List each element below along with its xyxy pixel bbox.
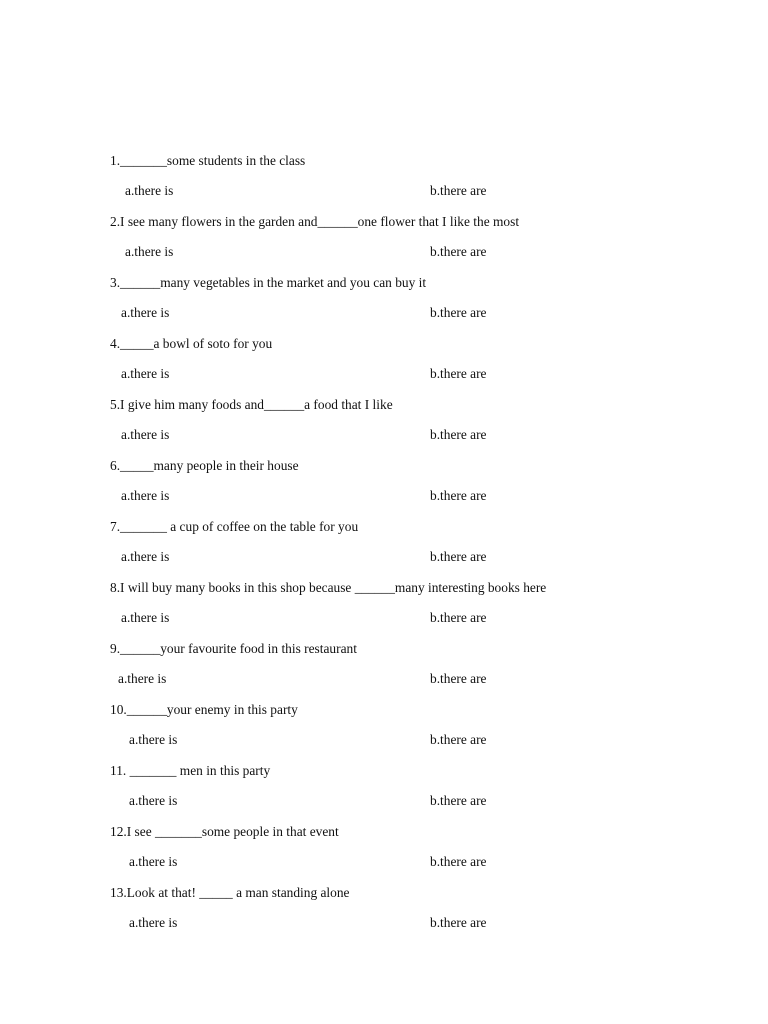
question-6-option-b: b.there are — [430, 488, 487, 503]
question-7-option-b: b.there are — [430, 549, 487, 564]
question-13-text: 13.Look at that! _____ a man standing alone — [110, 885, 350, 900]
question-1-option-b: b.there are — [430, 183, 487, 198]
question-13-option-a: a.there is — [129, 915, 178, 930]
question-9-option-b: b.there are — [430, 671, 487, 686]
question-10-option-a: a.there is — [129, 732, 178, 747]
question-12-option-b: b.there are — [430, 854, 487, 869]
question-5-text: 5.I give him many foods and______a food that I like — [110, 397, 393, 412]
question-3-option-a: a.there is — [121, 305, 170, 320]
question-5-option-a: a.there is — [121, 427, 170, 442]
question-1-text: 1._______some students in the class — [110, 153, 306, 168]
question-6-option-a: a.there is — [121, 488, 170, 503]
question-4-text: 4._____a bowl of soto for you — [110, 336, 273, 351]
question-9-option-a: a.there is — [118, 671, 167, 686]
question-11-option-b: b.there are — [430, 793, 487, 808]
question-3-text: 3.______many vegetables in the market and you can buy it — [110, 275, 427, 290]
question-5-option-b: b.there are — [430, 427, 487, 442]
question-12-text: 12.I see _______some people in that event — [110, 824, 339, 839]
question-4-option-a: a.there is — [121, 366, 170, 381]
question-1-option-a: a.there is — [125, 183, 174, 198]
question-7-option-a: a.there is — [121, 549, 170, 564]
question-12-option-a: a.there is — [129, 854, 178, 869]
question-9-text: 9.______your favourite food in this restaurant — [110, 641, 357, 656]
question-8-text: 8.I will buy many books in this shop because ______many interesting books here — [110, 580, 547, 595]
question-8-option-a: a.there is — [121, 610, 170, 625]
question-3-option-b: b.there are — [430, 305, 487, 320]
question-2-option-b: b.there are — [430, 244, 487, 259]
question-10-text: 10.______your enemy in this party — [110, 702, 298, 717]
question-7-text: 7._______ a cup of coffee on the table for you — [110, 519, 359, 534]
question-10-option-b: b.there are — [430, 732, 487, 747]
question-4-option-b: b.there are — [430, 366, 487, 381]
question-13-option-b: b.there are — [430, 915, 487, 930]
question-11-text: 11. _______ men in this party — [110, 763, 271, 778]
question-8-option-b: b.there are — [430, 610, 487, 625]
question-2-text: 2.I see many flowers in the garden and______one flower that I like the most — [110, 214, 520, 229]
question-6-text: 6._____many people in their house — [110, 458, 299, 473]
question-2-option-a: a.there is — [125, 244, 174, 259]
question-11-option-a: a.there is — [129, 793, 178, 808]
